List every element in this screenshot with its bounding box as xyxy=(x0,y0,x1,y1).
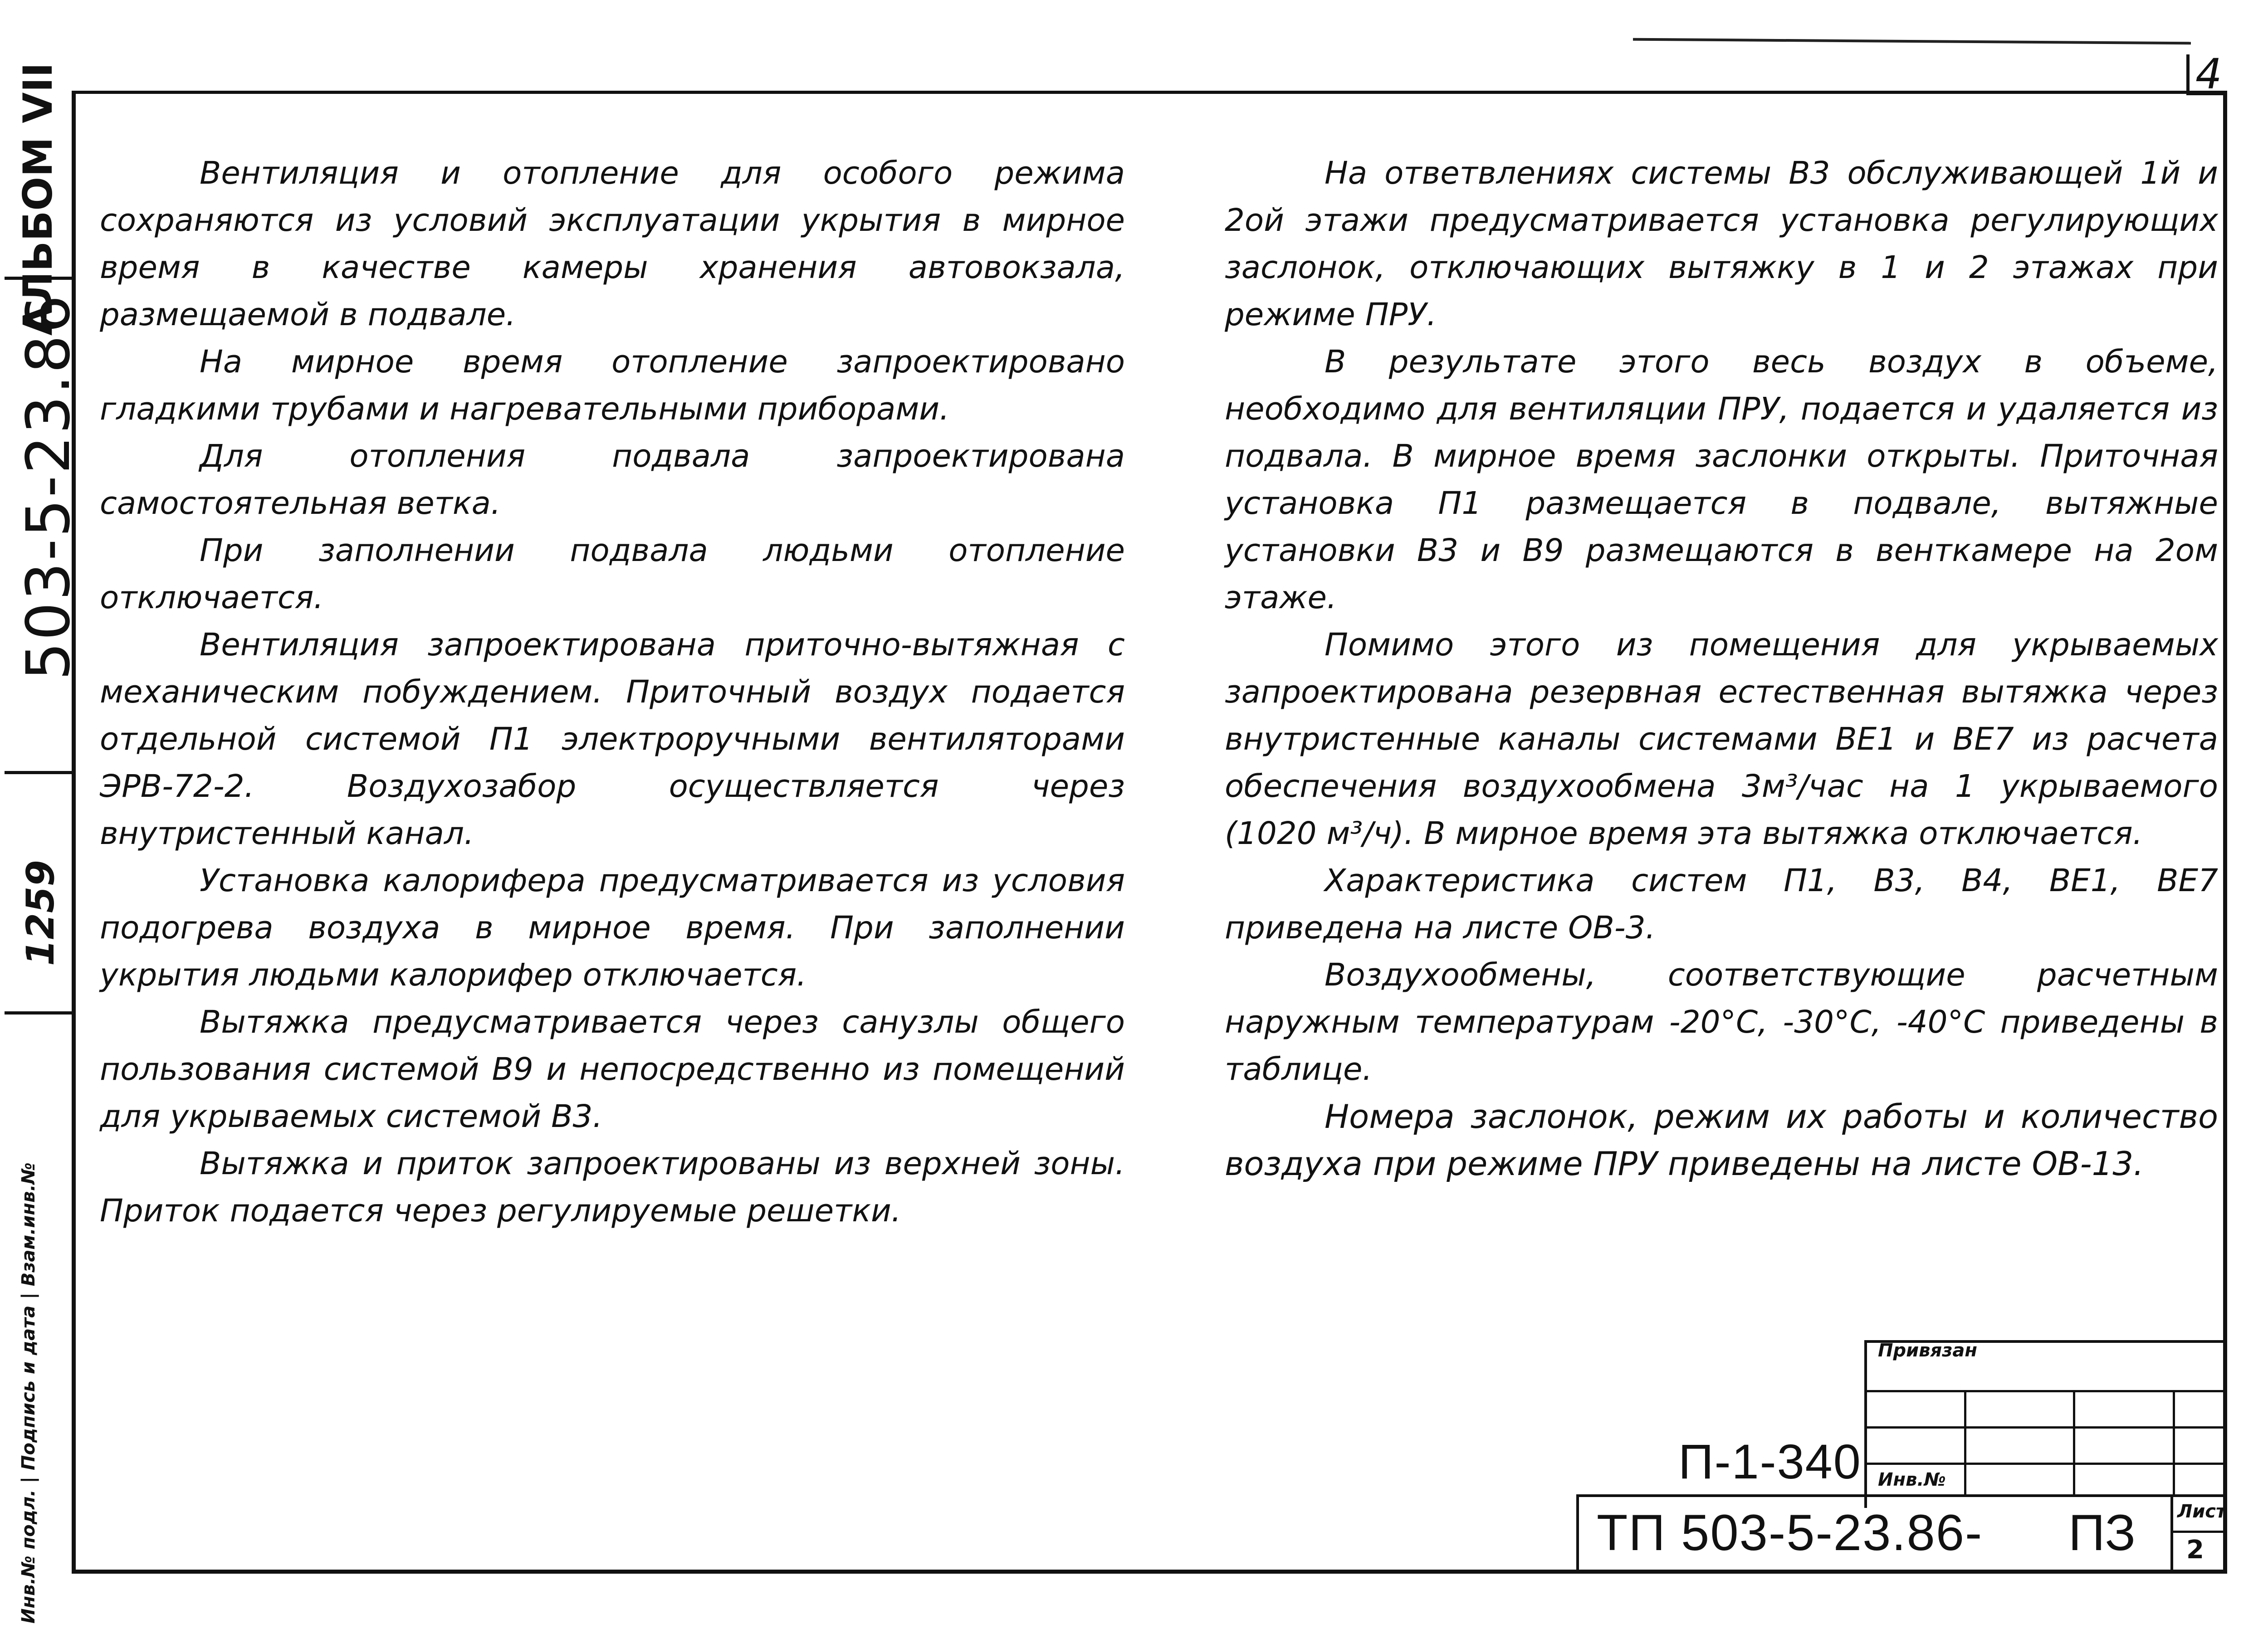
paragraph: Вытяжка предусматривается через санузлы общего пользования системой В9 и непосредственно из помещений для укрываемых системой В3. xyxy=(100,1004,1125,1135)
title-code: ТП 503-5-23.86- xyxy=(1597,1504,1983,1561)
title-block-divider xyxy=(2170,1494,2173,1574)
paragraph: Воздухообмены, соответствующие расчетным наружным температурам -20°С, -30°С, -40°С приведены в таблице. xyxy=(1225,957,2218,1088)
album-label: АЛЬБОМ VII xyxy=(15,63,61,336)
project-code-vertical: 503-5-23.86 xyxy=(14,293,83,680)
paragraph: Помимо этого из помещения для укрываемых запроектирована резервная естественная вытяжка через внутристенные каналы системами ВЕ1 и ВЕ7 из расчета обеспечения воздухообмена 3м³/час на 1 укрываемого (1020 м³/ч). В мирное время эта вытяжка отключается. xyxy=(1225,627,2218,852)
right-column xyxy=(1225,150,2218,1187)
paragraph: На мирное время отопление запроектировано гладкими трубами и нагревательными приборами. xyxy=(100,344,1125,427)
margin-strip xyxy=(5,63,83,1624)
left-column xyxy=(100,150,1125,1234)
privyazan-label: Привязан xyxy=(1878,1340,1978,1361)
title-block-divider xyxy=(2170,1531,2227,1533)
list-label: Лист xyxy=(2177,1501,2227,1522)
strip-divider xyxy=(5,1011,73,1015)
top-edge-line xyxy=(1633,38,2191,45)
paragraph: При заполнении подвала людьми отопление отключается. xyxy=(100,532,1125,616)
sheet-number: 4 xyxy=(2195,50,2222,98)
paragraph: Характеристика систем П1, В3, В4, ВЕ1, ВЕ7 приведена на листе ОВ-3. xyxy=(1225,863,2218,946)
paragraph: Номера заслонок, режим их работы и количество воздуха при режиме ПРУ приведены на листе ОВ-13. xyxy=(1225,1097,2218,1183)
paragraph: В результате этого весь воздух в объеме, необходимо для вентиляции ПРУ, подается и удаляется из подвала. В мирное время заслонки открыты. Приточная установка П1 размещается в подвале, вытяжные установки В3 и В9 размещаются в венткамере на 2ом этаже. xyxy=(1225,344,2218,616)
paragraph: Вытяжка и приток запроектированы из верхней зоны. Приток подается через регулируемые решетки. xyxy=(100,1146,1125,1229)
list-number: 2 xyxy=(2186,1535,2204,1565)
stamp-line xyxy=(2173,1390,2175,1494)
strip-divider xyxy=(5,771,73,774)
stamp-line xyxy=(2073,1390,2075,1494)
inv-label: Инв.№ xyxy=(1878,1469,1946,1490)
sheet-id: ПЗ xyxy=(2068,1504,2136,1561)
stamp-line xyxy=(1964,1390,1966,1494)
paragraph: Установка калорифера предусматривается из условия подогрева воздуха в мирное время. При заполнении укрытия людьми калорифер отключается. xyxy=(100,863,1125,993)
paragraph: Для отопления подвала запроектирована самостоятельная ветка. xyxy=(100,438,1125,522)
strip-divider xyxy=(5,277,73,280)
paragraph: Вентиляция запроектирована приточно-вытяжная с механическим побуждением. Приточный воздух подается отдельной системой П1 электроручными вентиляторами ЭРВ-72-2. Воздухозабор осуществляется через внутристенный канал. xyxy=(100,627,1125,852)
paragraph: Вентиляция и отопление для особого режима сохраняются из условий эксплуатации укрытия в мирное время в качестве камеры хранения автовокзала, размещаемой в подвале. xyxy=(100,155,1125,333)
strip-number: 1259 xyxy=(18,860,63,966)
paragraph: На ответвлениях системы В3 обслуживающей 1й и 2ой этажи предусматривается установка регулирующих заслонок, отключающих вытяжку в 1 и 2 этажах при режиме ПРУ. xyxy=(1225,155,2218,333)
project-number: П-1-340 xyxy=(1678,1434,1862,1489)
strip-fields: Инв.№ подл. | Подпись и дата | Взам.инв.№ xyxy=(18,1162,39,1624)
